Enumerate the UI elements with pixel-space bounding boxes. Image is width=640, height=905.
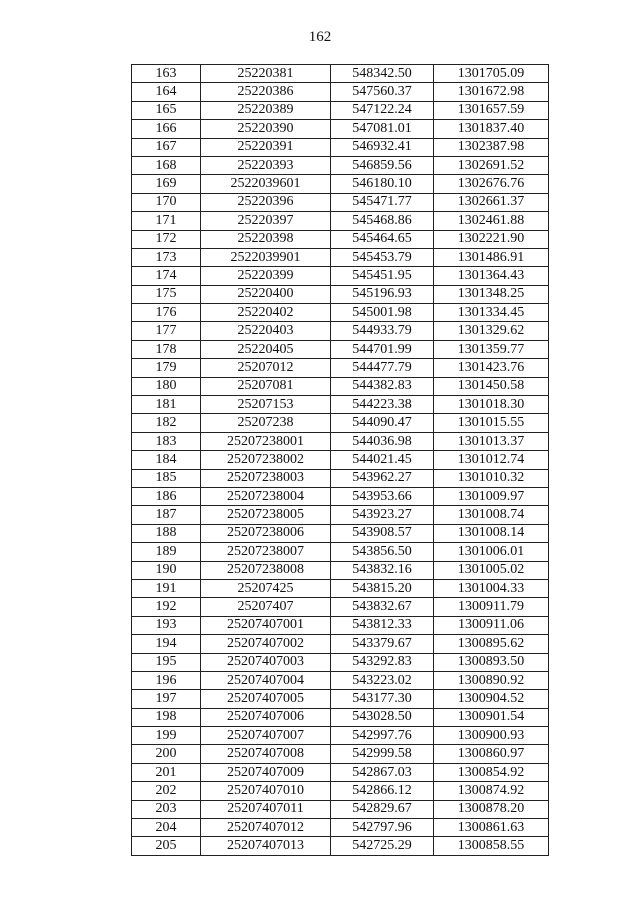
- point-id-cell: 25207407: [201, 598, 331, 616]
- y-coordinate-cell: 1300911.06: [434, 616, 549, 634]
- row-number-cell: 187: [132, 506, 201, 524]
- y-coordinate-cell: 1301334.45: [434, 304, 549, 322]
- y-coordinate-cell: 1300874.92: [434, 782, 549, 800]
- point-id-cell: 25207407011: [201, 800, 331, 818]
- row-number-cell: 169: [132, 175, 201, 193]
- y-coordinate-cell: 1302676.76: [434, 175, 549, 193]
- row-number-cell: 188: [132, 524, 201, 542]
- point-id-cell: 25207407009: [201, 763, 331, 781]
- y-coordinate-cell: 1301423.76: [434, 359, 549, 377]
- point-id-cell: 25207153: [201, 396, 331, 414]
- row-number-cell: 199: [132, 727, 201, 745]
- x-coordinate-cell: 543832.16: [331, 561, 434, 579]
- y-coordinate-cell: 1301010.32: [434, 469, 549, 487]
- table-row: [132, 432, 549, 450]
- x-coordinate-cell: 543856.50: [331, 543, 434, 561]
- row-number-cell: 172: [132, 230, 201, 248]
- point-id-cell: 25220400: [201, 285, 331, 303]
- table-row: [132, 304, 549, 322]
- row-number-cell: 181: [132, 396, 201, 414]
- table-row: [132, 83, 549, 101]
- x-coordinate-cell: 545464.65: [331, 230, 434, 248]
- row-number-cell: 164: [132, 83, 201, 101]
- y-coordinate-cell: 1301009.97: [434, 487, 549, 505]
- y-coordinate-cell: 1301015.55: [434, 414, 549, 432]
- y-coordinate-cell: 1301004.33: [434, 579, 549, 597]
- row-number-cell: 176: [132, 304, 201, 322]
- row-number-cell: 200: [132, 745, 201, 763]
- row-number-cell: 194: [132, 635, 201, 653]
- row-number-cell: 198: [132, 708, 201, 726]
- y-coordinate-cell: 1300904.52: [434, 690, 549, 708]
- point-id-cell: 25220403: [201, 322, 331, 340]
- y-coordinate-cell: 1301005.02: [434, 561, 549, 579]
- x-coordinate-cell: 544933.79: [331, 322, 434, 340]
- y-coordinate-cell: 1300890.92: [434, 671, 549, 689]
- row-number-cell: 177: [132, 322, 201, 340]
- x-coordinate-cell: 545001.98: [331, 304, 434, 322]
- row-number-cell: 186: [132, 487, 201, 505]
- point-id-cell: 25220398: [201, 230, 331, 248]
- row-number-cell: 175: [132, 285, 201, 303]
- row-number-cell: 182: [132, 414, 201, 432]
- row-number-cell: 191: [132, 579, 201, 597]
- x-coordinate-cell: 543812.33: [331, 616, 434, 634]
- y-coordinate-cell: 1300878.20: [434, 800, 549, 818]
- x-coordinate-cell: 542999.58: [331, 745, 434, 763]
- x-coordinate-cell: 543953.66: [331, 487, 434, 505]
- point-id-cell: 2522039601: [201, 175, 331, 193]
- x-coordinate-cell: 547122.24: [331, 101, 434, 119]
- y-coordinate-cell: 1301006.01: [434, 543, 549, 561]
- table-row: [132, 579, 549, 597]
- point-id-cell: 25220391: [201, 138, 331, 156]
- y-coordinate-cell: 1301008.74: [434, 506, 549, 524]
- y-coordinate-cell: 1302661.37: [434, 193, 549, 211]
- row-number-cell: 203: [132, 800, 201, 818]
- row-number-cell: 196: [132, 671, 201, 689]
- x-coordinate-cell: 542829.67: [331, 800, 434, 818]
- x-coordinate-cell: 544090.47: [331, 414, 434, 432]
- y-coordinate-cell: 1300911.79: [434, 598, 549, 616]
- y-coordinate-cell: 1302387.98: [434, 138, 549, 156]
- x-coordinate-cell: 544382.83: [331, 377, 434, 395]
- x-coordinate-cell: 543923.27: [331, 506, 434, 524]
- y-coordinate-cell: 1301008.14: [434, 524, 549, 542]
- table-row: [132, 340, 549, 358]
- table-row: [132, 487, 549, 505]
- point-id-cell: 25207407010: [201, 782, 331, 800]
- row-number-cell: 185: [132, 469, 201, 487]
- point-id-cell: 25207407013: [201, 837, 331, 855]
- y-coordinate-cell: 1301364.43: [434, 267, 549, 285]
- x-coordinate-cell: 544036.98: [331, 432, 434, 450]
- x-coordinate-cell: 544477.79: [331, 359, 434, 377]
- table-row: [132, 469, 549, 487]
- row-number-cell: 183: [132, 432, 201, 450]
- table-row: [132, 101, 549, 119]
- y-coordinate-cell: 1301450.58: [434, 377, 549, 395]
- x-coordinate-cell: 542797.96: [331, 819, 434, 837]
- row-number-cell: 204: [132, 819, 201, 837]
- table-row: [132, 561, 549, 579]
- x-coordinate-cell: 543292.83: [331, 653, 434, 671]
- table-row: [132, 708, 549, 726]
- row-number-cell: 170: [132, 193, 201, 211]
- point-id-cell: 25207407003: [201, 653, 331, 671]
- point-id-cell: 25207012: [201, 359, 331, 377]
- x-coordinate-cell: 543815.20: [331, 579, 434, 597]
- row-number-cell: 197: [132, 690, 201, 708]
- table-row: [132, 120, 549, 138]
- point-id-cell: 25220389: [201, 101, 331, 119]
- x-coordinate-cell: 544223.38: [331, 396, 434, 414]
- table-row: [132, 65, 549, 83]
- point-id-cell: 25207407001: [201, 616, 331, 634]
- x-coordinate-cell: 545196.93: [331, 285, 434, 303]
- point-id-cell: 25207425: [201, 579, 331, 597]
- x-coordinate-cell: 545453.79: [331, 248, 434, 266]
- point-id-cell: 25207238002: [201, 451, 331, 469]
- table-row: [132, 543, 549, 561]
- y-coordinate-cell: 1300893.50: [434, 653, 549, 671]
- x-coordinate-cell: 546859.56: [331, 156, 434, 174]
- y-coordinate-cell: 1301012.74: [434, 451, 549, 469]
- table-row: [132, 212, 549, 230]
- table-row: [132, 653, 549, 671]
- row-number-cell: 192: [132, 598, 201, 616]
- point-id-cell: 25207081: [201, 377, 331, 395]
- y-coordinate-cell: 1301329.62: [434, 322, 549, 340]
- row-number-cell: 165: [132, 101, 201, 119]
- y-coordinate-cell: 1300860.97: [434, 745, 549, 763]
- row-number-cell: 189: [132, 543, 201, 561]
- point-id-cell: 25207238001: [201, 432, 331, 450]
- x-coordinate-cell: 542867.03: [331, 763, 434, 781]
- row-number-cell: 202: [132, 782, 201, 800]
- table-row: [132, 690, 549, 708]
- row-number-cell: 171: [132, 212, 201, 230]
- y-coordinate-cell: 1302221.90: [434, 230, 549, 248]
- point-id-cell: 25220396: [201, 193, 331, 211]
- table-row: [132, 451, 549, 469]
- coordinate-table: [131, 64, 549, 856]
- point-id-cell: 25220381: [201, 65, 331, 83]
- y-coordinate-cell: 1301672.98: [434, 83, 549, 101]
- point-id-cell: 25220397: [201, 212, 331, 230]
- table-row: [132, 359, 549, 377]
- coordinate-table-body: [132, 65, 549, 856]
- table-row: [132, 506, 549, 524]
- row-number-cell: 190: [132, 561, 201, 579]
- row-number-cell: 178: [132, 340, 201, 358]
- x-coordinate-cell: 542866.12: [331, 782, 434, 800]
- point-id-cell: 25207238004: [201, 487, 331, 505]
- row-number-cell: 166: [132, 120, 201, 138]
- x-coordinate-cell: 543223.02: [331, 671, 434, 689]
- x-coordinate-cell: 545451.95: [331, 267, 434, 285]
- table-row: [132, 248, 549, 266]
- point-id-cell: 25207238: [201, 414, 331, 432]
- point-id-cell: 25220386: [201, 83, 331, 101]
- table-row: [132, 524, 549, 542]
- table-row: [132, 819, 549, 837]
- point-id-cell: 25220390: [201, 120, 331, 138]
- x-coordinate-cell: 544021.45: [331, 451, 434, 469]
- y-coordinate-cell: 1300858.55: [434, 837, 549, 855]
- row-number-cell: 180: [132, 377, 201, 395]
- point-id-cell: 2522039901: [201, 248, 331, 266]
- table-row: [132, 616, 549, 634]
- row-number-cell: 163: [132, 65, 201, 83]
- row-number-cell: 174: [132, 267, 201, 285]
- x-coordinate-cell: 547560.37: [331, 83, 434, 101]
- table-row: [132, 763, 549, 781]
- point-id-cell: 25220393: [201, 156, 331, 174]
- y-coordinate-cell: 1300895.62: [434, 635, 549, 653]
- table-row: [132, 138, 549, 156]
- table-row: [132, 414, 549, 432]
- x-coordinate-cell: 543832.67: [331, 598, 434, 616]
- y-coordinate-cell: 1301013.37: [434, 432, 549, 450]
- table-row: [132, 193, 549, 211]
- point-id-cell: 25207407004: [201, 671, 331, 689]
- y-coordinate-cell: 1300861.63: [434, 819, 549, 837]
- y-coordinate-cell: 1302691.52: [434, 156, 549, 174]
- table-row: [132, 782, 549, 800]
- x-coordinate-cell: 546180.10: [331, 175, 434, 193]
- row-number-cell: 193: [132, 616, 201, 634]
- y-coordinate-cell: 1300854.92: [434, 763, 549, 781]
- point-id-cell: 25207407008: [201, 745, 331, 763]
- row-number-cell: 173: [132, 248, 201, 266]
- x-coordinate-cell: 542725.29: [331, 837, 434, 855]
- table-row: [132, 377, 549, 395]
- x-coordinate-cell: 545471.77: [331, 193, 434, 211]
- y-coordinate-cell: 1300900.93: [434, 727, 549, 745]
- y-coordinate-cell: 1301359.77: [434, 340, 549, 358]
- point-id-cell: 25220405: [201, 340, 331, 358]
- table-row: [132, 230, 549, 248]
- x-coordinate-cell: 547081.01: [331, 120, 434, 138]
- x-coordinate-cell: 544701.99: [331, 340, 434, 358]
- y-coordinate-cell: 1301486.91: [434, 248, 549, 266]
- table-row: [132, 598, 549, 616]
- point-id-cell: 25207407007: [201, 727, 331, 745]
- y-coordinate-cell: 1301348.25: [434, 285, 549, 303]
- row-number-cell: 167: [132, 138, 201, 156]
- table-row: [132, 267, 549, 285]
- row-number-cell: 184: [132, 451, 201, 469]
- table-row: [132, 727, 549, 745]
- x-coordinate-cell: 545468.86: [331, 212, 434, 230]
- table-row: [132, 322, 549, 340]
- x-coordinate-cell: 542997.76: [331, 727, 434, 745]
- row-number-cell: 195: [132, 653, 201, 671]
- y-coordinate-cell: 1301657.59: [434, 101, 549, 119]
- point-id-cell: 25207407002: [201, 635, 331, 653]
- table-row: [132, 285, 549, 303]
- x-coordinate-cell: 548342.50: [331, 65, 434, 83]
- x-coordinate-cell: 543028.50: [331, 708, 434, 726]
- x-coordinate-cell: 543379.67: [331, 635, 434, 653]
- table-row: [132, 671, 549, 689]
- y-coordinate-cell: 1301705.09: [434, 65, 549, 83]
- point-id-cell: 25207238005: [201, 506, 331, 524]
- point-id-cell: 25207407006: [201, 708, 331, 726]
- row-number-cell: 201: [132, 763, 201, 781]
- table-row: [132, 745, 549, 763]
- table-row: [132, 156, 549, 174]
- point-id-cell: 25207407012: [201, 819, 331, 837]
- point-id-cell: 25207407005: [201, 690, 331, 708]
- y-coordinate-cell: 1301837.40: [434, 120, 549, 138]
- y-coordinate-cell: 1302461.88: [434, 212, 549, 230]
- point-id-cell: 25207238003: [201, 469, 331, 487]
- point-id-cell: 25220402: [201, 304, 331, 322]
- point-id-cell: 25207238006: [201, 524, 331, 542]
- x-coordinate-cell: 543177.30: [331, 690, 434, 708]
- point-id-cell: 25220399: [201, 267, 331, 285]
- row-number-cell: 179: [132, 359, 201, 377]
- table-row: [132, 837, 549, 855]
- row-number-cell: 205: [132, 837, 201, 855]
- table-row: [132, 396, 549, 414]
- y-coordinate-cell: 1300901.54: [434, 708, 549, 726]
- point-id-cell: 25207238008: [201, 561, 331, 579]
- table-row: [132, 175, 549, 193]
- x-coordinate-cell: 543962.27: [331, 469, 434, 487]
- page-number: 162: [308, 29, 332, 45]
- table-row: [132, 800, 549, 818]
- x-coordinate-cell: 546932.41: [331, 138, 434, 156]
- y-coordinate-cell: 1301018.30: [434, 396, 549, 414]
- row-number-cell: 168: [132, 156, 201, 174]
- x-coordinate-cell: 543908.57: [331, 524, 434, 542]
- point-id-cell: 25207238007: [201, 543, 331, 561]
- table-row: [132, 635, 549, 653]
